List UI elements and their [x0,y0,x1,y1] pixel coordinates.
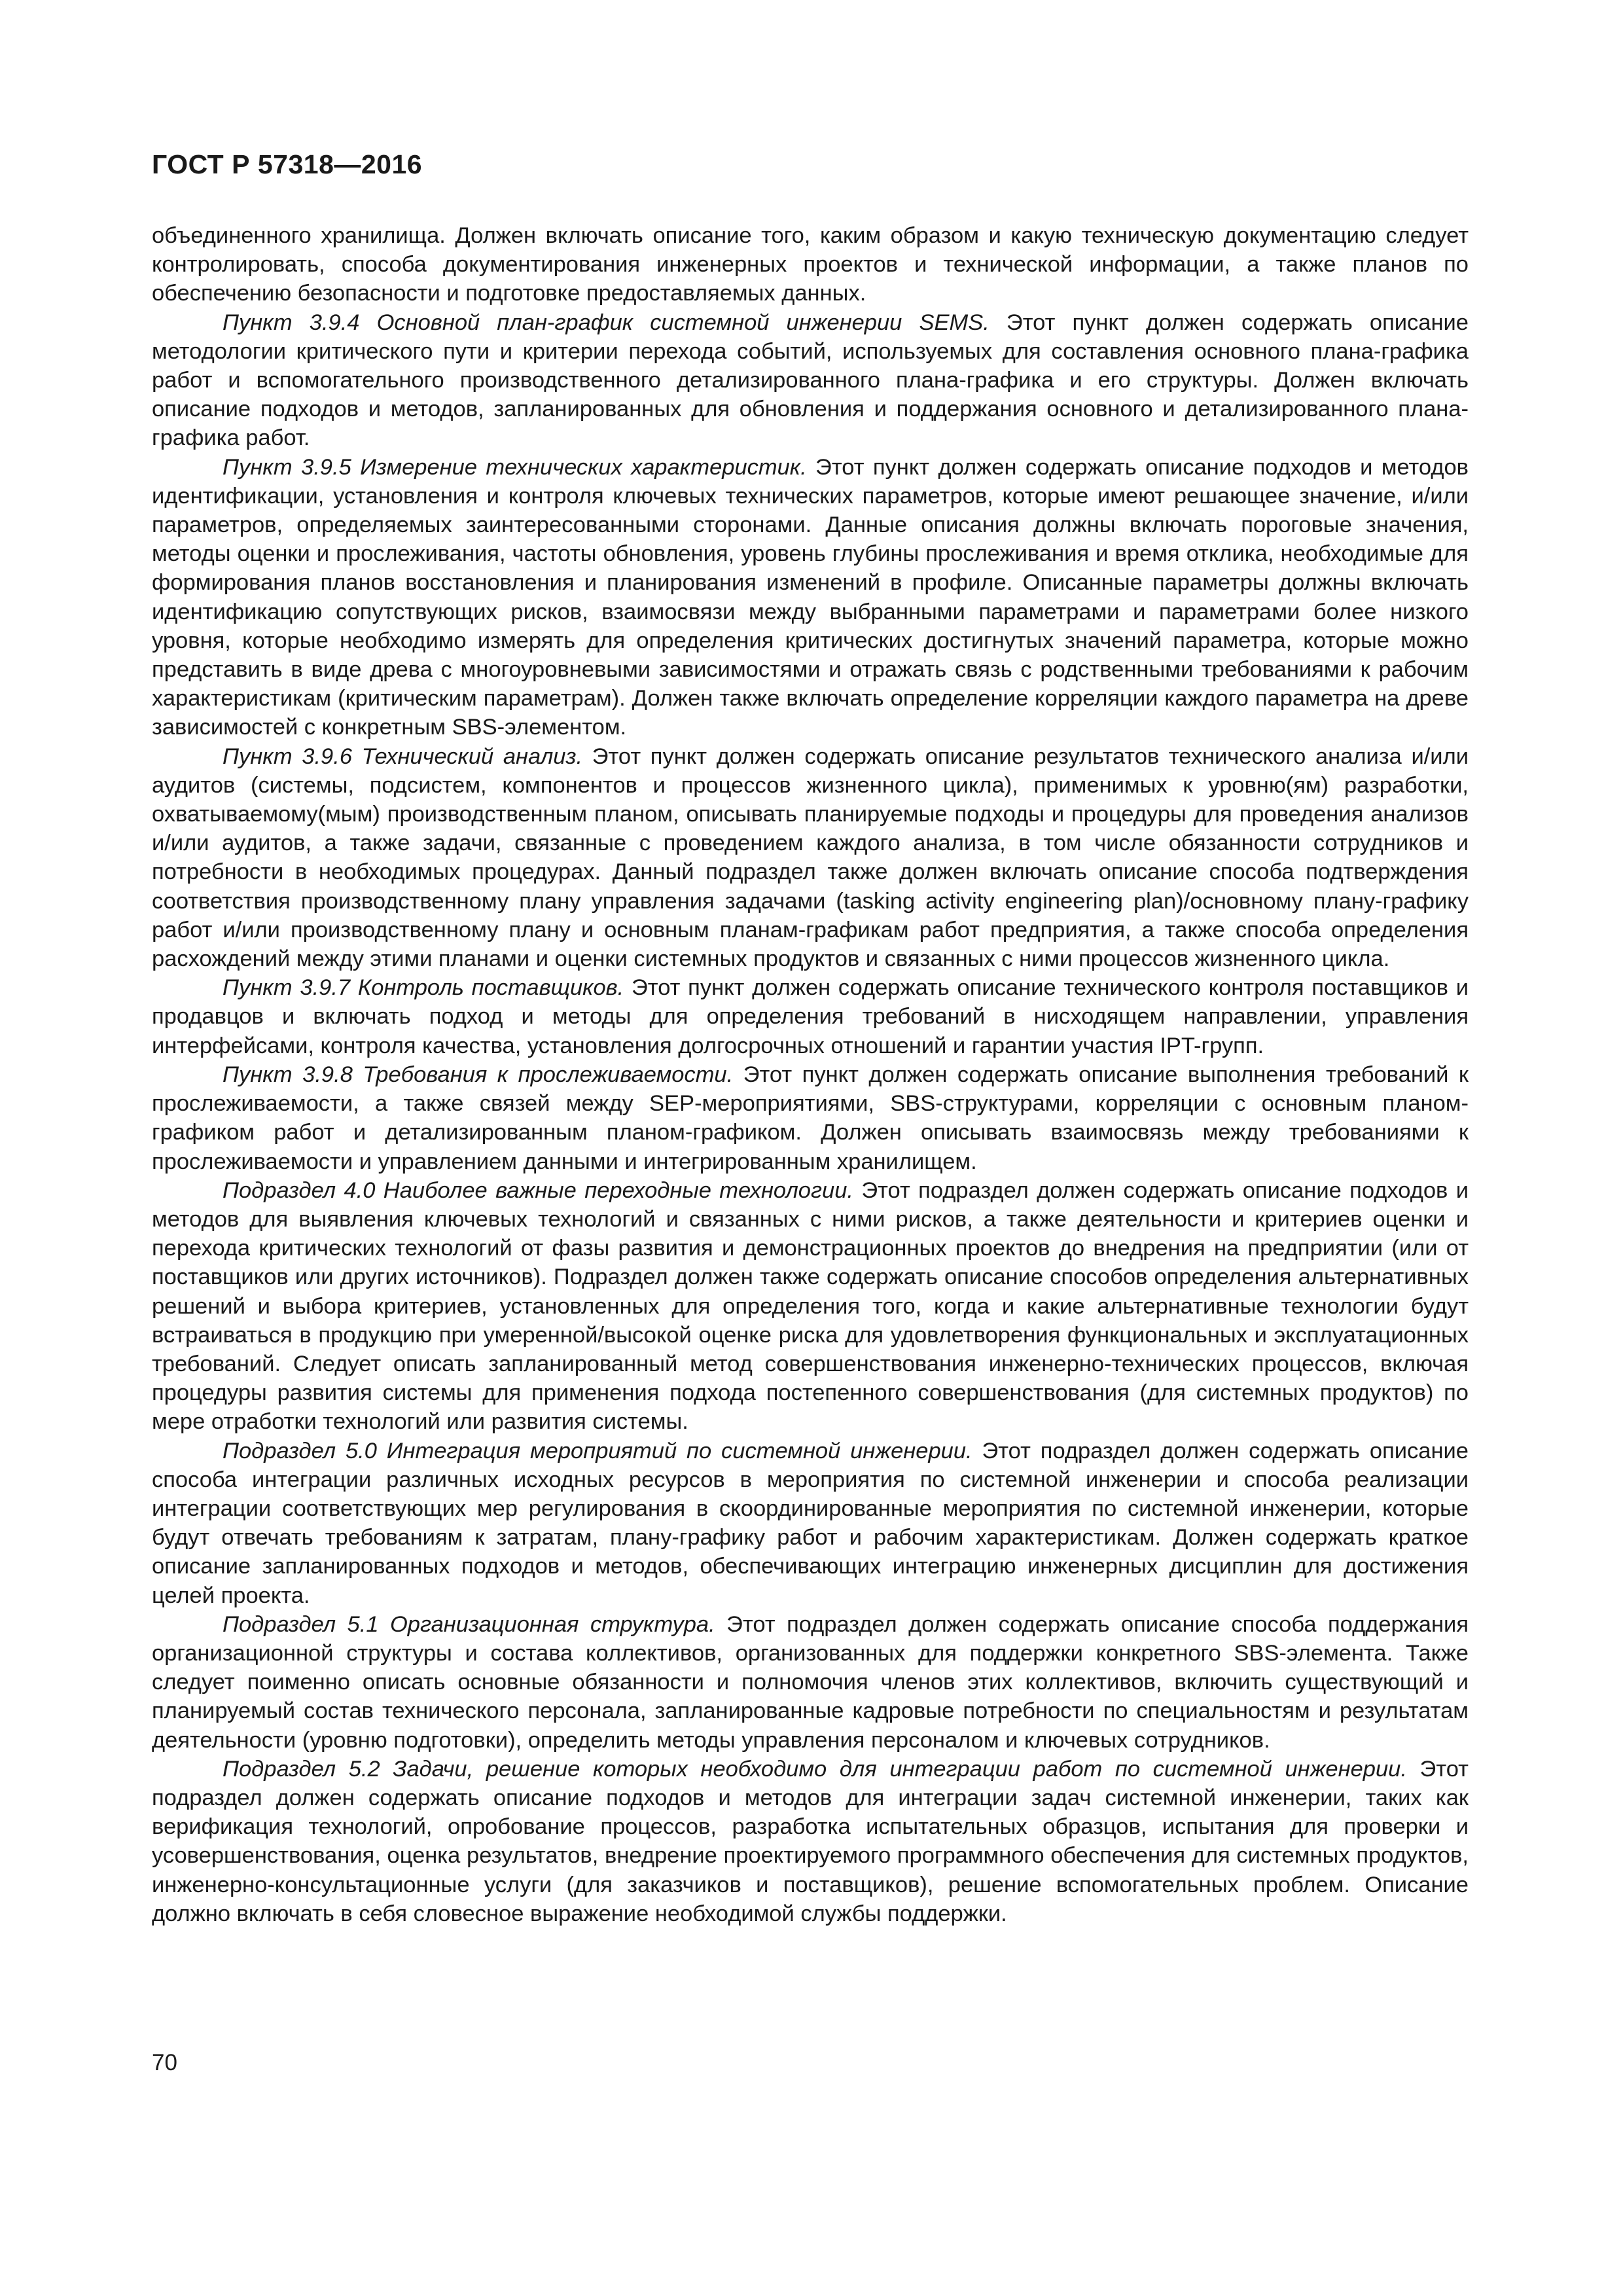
paragraph-text: Этот пункт должен содержать описание выполнения требований к прослеживаемости, а также связей между SEP-мероприятиями, SBS-структурами, корреляции с основным планом-графиком работ и детализированным планом-графиком. Должен описывать взаимосвязь между требованиями к прослеживаемости и управлением данными и интегрированным хранилищем. [152,1062,1469,1174]
paragraph-text: объединенного хранилища. Должен включать описание того, каким образом и какую техническую документацию следует контролировать, способа документирования инженерных проектов и технической информации, а также планов по обеспечению безопасности и подготовке предоставляемых данных. [152,223,1469,306]
paragraph-heading: Пункт 3.9.6 Технический анализ. [223,744,583,769]
paragraph-heading: Подраздел 5.1 Организационная структура. [223,1611,715,1637]
paragraph-text: Этот подраздел должен содержать описание подходов и методов для интеграции задач системной инженерии, таких как верификация технологий, опробование процессов, разработка испытательных образцов, испытания для проверки и усовершенствования, оценка результатов, внедрение проектируемого программного обеспечения для системных продуктов, инженерно-консультационные услуги (для заказчиков и поставщиков), решение вспомогательных проблем. Описание должно включать в себя словесное выражение необходимой службы поддержки. [152,1756,1469,1926]
paragraph-3-9-8 [152,1060,1469,1176]
paragraph-3-9-4 [152,308,1469,453]
paragraph-heading: Подраздел 5.0 Интеграция мероприятий по системной инженерии. [223,1438,972,1463]
document-body [152,221,1469,1928]
paragraph-text: Этот подраздел должен содержать описание способа поддержания организационной структуры и состава коллективов, организованных для поддержки конкретного SBS-элемента. Также следует поименно описать основные обязанности и полномочия членов этих коллективов, включить существующий и планируемый состав технического персонала, запланированные кадровые потребности по специальностям и результатам деятельности (уровню подготовки), определить методы управления персоналом и ключевых сотрудников. [152,1611,1469,1753]
paragraph-4-0 [152,1176,1469,1437]
paragraph-text: Этот пункт должен содержать описание результатов технического анализа и/или аудитов (системы, подсистем, компонентов и процессов жизненного цикла), применимых к уровню(ям) разработки, охватываемому(мым) производственным планом, описывать планируемые подходы и процедуры для проведения анализов и/или аудитов, а также задачи, связанные с проведением каждого анализа, в том числе обязанности сотрудников и потребности в необходимых процедурах. Данный подраздел также должен включать описание способа подтверждения соответствия производственному плану управления задачами (tasking activity engineering plan)/основному плану-графику работ и/или производственному плану и основным планам-графикам работ предприятия, а также способа определения расхождений между этими планами и оценки системных продуктов и связанных с ними процессов жизненного цикла. [152,744,1469,972]
paragraph-text: Этот подраздел должен содержать описание подходов и методов для выявления ключевых технологий и связанных с ними рисков, а также деятельности и критериев оценки и перехода критических технологий от фазы развития и демонстрационных проектов до внедрения на предприятии (или от поставщиков или других источников). Подраздел должен также содержать описание способов определения альтернативных решений и выбора критериев, установленных для определения того, когда и какие альтернативные технологии будут встраиваться в продукцию при умеренной/высокой оценке риска для удовлетворения функциональных и эксплуатационных требований. Следует описать запланированный метод совершенствования инженерно-технических процессов, включая процедуры развития системы для применения подхода постепенного совершенствования (для системных продуктов) по мере отработки технологий или развития системы. [152,1177,1469,1435]
paragraph-text: Этот пункт должен содержать описание технического контроля поставщиков и продавцов и включать подход и методы для определения требований в нисходящем направлении, управления интерфейсами, контроля качества, установления долгосрочных отношений и гарантии участия IPT-групп. [152,975,1469,1058]
document-header: ГОСТ Р 57318—2016 [152,149,423,179]
paragraph-text: Этот пункт должен содержать описание методологии критического пути и критерии перехода событий, используемых для составления основного плана-графика работ и вспомогательного производственного детализированного плана-графика и его структуры. Должен включать описание подходов и методов, запланированных для обновления и поддержания основного и детализированного плана-графика работ. [152,310,1469,451]
paragraph-5-0 [152,1437,1469,1610]
page-number: 70 [152,2050,177,2075]
paragraph-3-9-7 [152,973,1469,1060]
paragraph-text: Этот подраздел должен содержать описание способа интеграции различных исходных ресурсов в мероприятия по системной инженерии и способа реализации интеграции соответствующих мер регулирования в скоординированные мероприятия по системной инженерии, которые будут отвечать требованиям к затратам, плану-графику работ и рабочим характеристикам. Должен содержать краткое описание запланированных подходов и методов, обеспечивающих интеграцию инженерных дисциплин для достижения целей проекта. [152,1438,1469,1608]
paragraph-3-9-6 [152,742,1469,974]
paragraph-heading: Подраздел 4.0 Наиболее важные переходные технологии. [223,1177,853,1203]
paragraph-3-9-5 [152,453,1469,742]
paragraph-heading: Пункт 3.9.7 Контроль поставщиков. [223,975,624,1001]
paragraph-5-2 [152,1755,1469,1928]
paragraph-5-1 [152,1610,1469,1755]
paragraph-heading: Подраздел 5.2 Задачи, решение которых необходимо для интеграции работ по системной инженерии. [223,1756,1407,1782]
paragraph-heading: Пункт 3.9.5 Измерение технических характеристик. [223,454,807,480]
paragraph-text: Этот пункт должен содержать описание подходов и методов идентификации, установления и контроля ключевых технических параметров, которые имеют решающее значение, и/или параметров, определяемых заинтересованными сторонами. Данные описания должны включать пороговые значения, методы оценки и прослеживания, частоты обновления, уровень глубины прослеживания и время отклика, необходимые для формирования планов восстановления и планирования изменений в профиле. Описанные параметры должны включать идентификацию сопутствующих рисков, взаимосвязи между выбранными параметрами и параметрами более низкого уровня, которые необходимо измерять для определения критических достигнутых значений параметра, которые можно представить в виде древа с многоуровневыми зависимостями и отражать связь с родственными требованиями к рабочим характеристикам (критическим параметрам). Должен также включать определение корреляции каждого параметра на древе зависимостей с конкретным SBS-элементом. [152,454,1469,740]
paragraph-continuation [152,221,1469,308]
paragraph-heading: Пункт 3.9.8 Требования к прослеживаемости. [223,1062,734,1087]
paragraph-heading: Пункт 3.9.4 Основной план-график системной инженерии SEMS. [223,310,990,335]
